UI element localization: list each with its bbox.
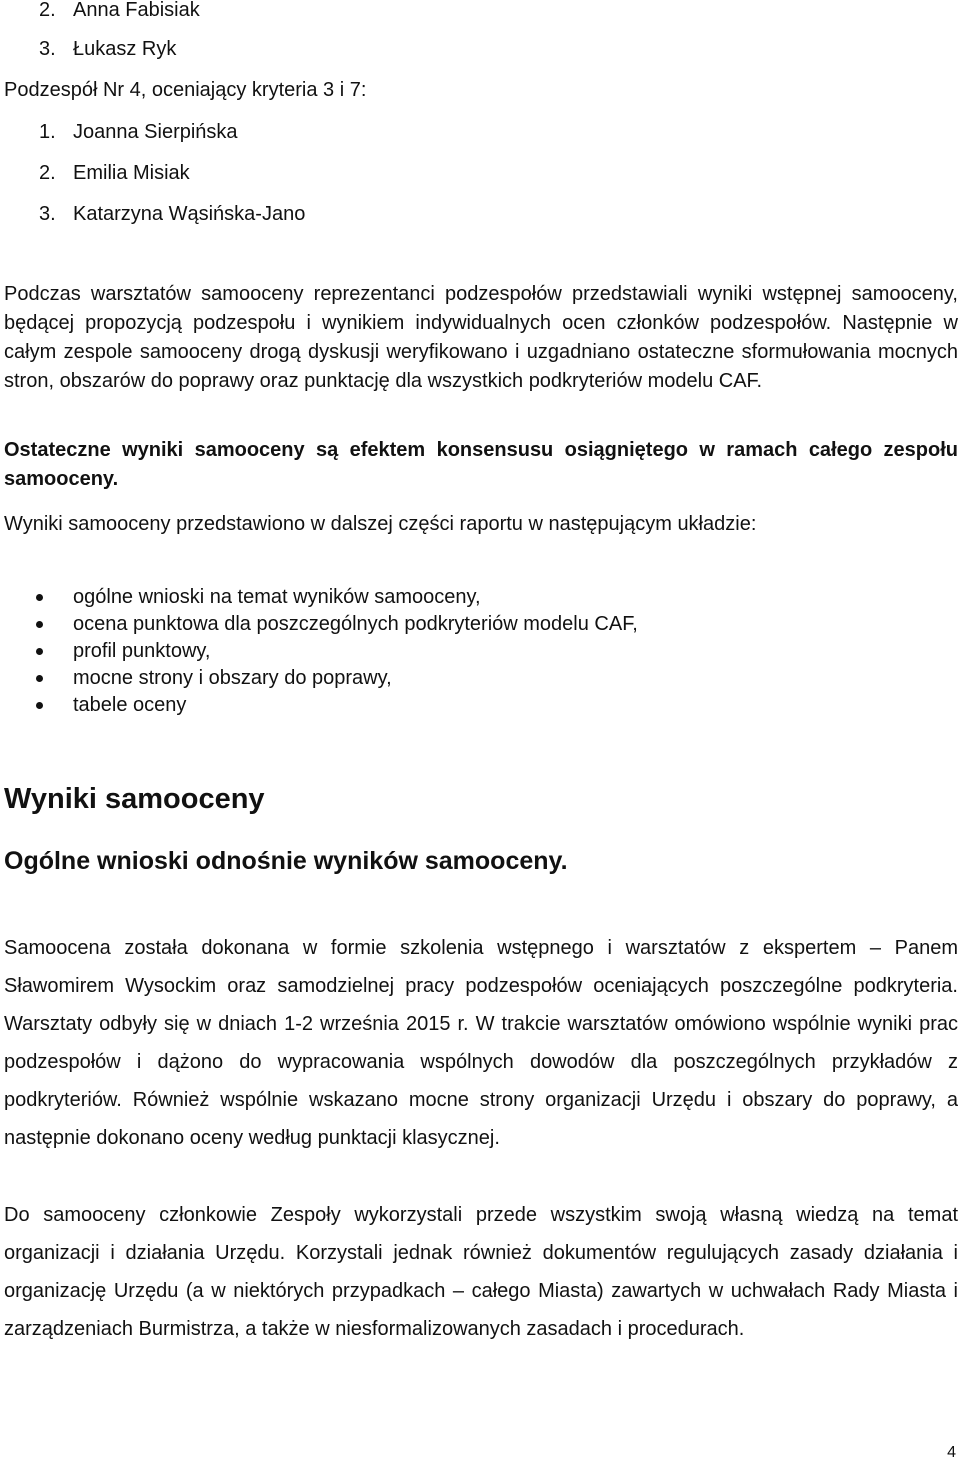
bullet-icon bbox=[36, 648, 43, 655]
list-item bbox=[0, 611, 638, 638]
list-number: 2. bbox=[39, 162, 56, 184]
report-structure-list bbox=[0, 584, 638, 719]
section-heading: Wyniki samooceny bbox=[4, 783, 265, 815]
bullet-icon bbox=[36, 675, 43, 682]
list-item-text: profil punktowy, bbox=[73, 640, 211, 662]
member-name: Emilia Misiak bbox=[73, 162, 190, 184]
paragraph-workshops: Podczas warsztatów samooceny reprezentanci podzespołów przedstawiali wyniki wstępnej samooceny, będącej propozycją podzespołu i wynikiem indywidualnych ocen członków podzespołów. Następnie w całym zespole samooceny drogą dyskusji weryfikowano i uzgadniano ostateczne sformułowania mocnych stron, obszarów do poprawy oraz punktację dla wszystkich podkryteriów modelu CAF. bbox=[4, 283, 958, 392]
bullet-icon bbox=[36, 702, 43, 709]
list-number: 1. bbox=[39, 121, 56, 143]
subgroup-heading: Podzespół Nr 4, oceniający kryteria 3 i 7: bbox=[4, 79, 367, 101]
page-number: 4 bbox=[947, 1444, 956, 1461]
list-item bbox=[0, 692, 638, 719]
bullet-icon bbox=[36, 594, 43, 601]
list-item-text: ocena punktowa dla poszczególnych podkryteriów modelu CAF, bbox=[73, 613, 638, 635]
list-item-text: tabele oceny bbox=[73, 694, 187, 716]
subsection-heading: Ogólne wnioski odnośnie wyników samooceny. bbox=[4, 847, 568, 875]
list-number: 3. bbox=[39, 38, 56, 60]
list-number: 2. bbox=[39, 0, 56, 21]
member-name: Katarzyna Wąsińska-Jano bbox=[73, 203, 306, 225]
paragraph-sources: Do samooceny członkowie Zespoły wykorzystali przede wszystkim swoją własną wiedzą na temat organizacji i działania Urzędu. Korzystali jednak również dokumentów regulujących zasady działania i organizację Urzędu (a w niektórych przypadkach – całego Miasta) zawartych w uchwałach Rady Miasta i zarządzeniach Burmistrza, a także w niesformalizowanych zasadach i procedurach. bbox=[4, 1204, 958, 1340]
list-item-text: ogólne wnioski na temat wyników samooceny, bbox=[73, 586, 481, 608]
paragraph-consensus: Ostateczne wyniki samooceny są efektem konsensusu osiągniętego w ramach całego zespołu samooceny. bbox=[4, 439, 958, 490]
member-name: Anna Fabisiak bbox=[73, 0, 200, 21]
bullet-icon bbox=[36, 621, 43, 628]
paragraph-method: Samoocena została dokonana w formie szkolenia wstępnego i warsztatów z ekspertem – Panem Sławomirem Wysockim oraz samodzielnej pracy podzespołów oceniających poszczególne podkryteria. Warsztaty odbyły się w dniach 1-2 września 2015 r. W trakcie warsztatów omówiono wspólnie wyniki prac podzespołów i dążono do wypracowania wspólnych dowodów dla poszczególnych przykładów z podkryteriów. Również wspólnie wskazano mocne strony organizacji Urzędu i obszary do poprawy, a następnie dokonano oceny według punktacji klasycznej. bbox=[4, 937, 958, 1149]
list-number: 3. bbox=[39, 203, 56, 225]
list-item bbox=[0, 638, 638, 665]
member-name: Joanna Sierpińska bbox=[73, 121, 238, 143]
paragraph-structure-intro: Wyniki samooceny przedstawiono w dalszej części raportu w następującym układzie: bbox=[4, 513, 757, 535]
member-name: Łukasz Ryk bbox=[73, 38, 177, 60]
list-item bbox=[0, 665, 638, 692]
list-item-text: mocne strony i obszary do poprawy, bbox=[73, 667, 392, 689]
list-item bbox=[0, 584, 638, 611]
